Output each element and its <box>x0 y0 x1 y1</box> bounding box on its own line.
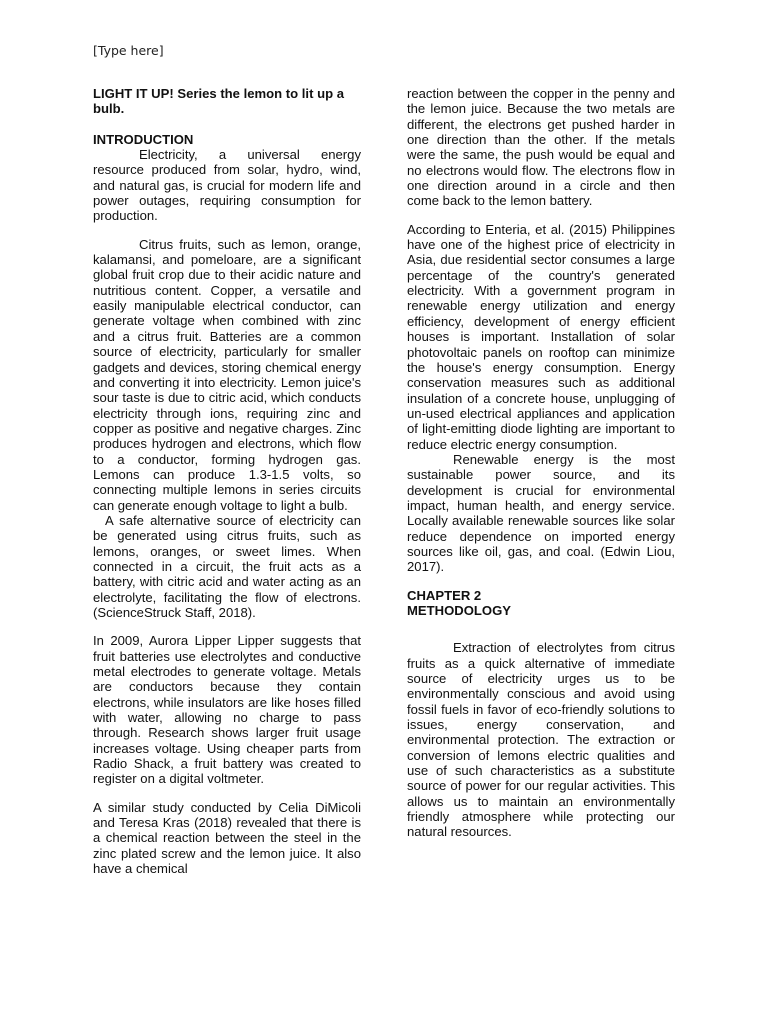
document-title: LIGHT IT UP! Series the lemon to lit up a bulb. <box>93 86 344 117</box>
methodology-heading: METHODOLOGY <box>407 603 512 618</box>
intro-paragraph-4: In 2009, Aurora Lipper Lipper suggests that fruit batteries use electrolytes and conductive metal electrodes to generate voltage. Metals are conductors because they contain electrons, while insulators are like hoses filled with water, allowing no charge to pass through. Research shows larger fruit usage increases voltage. Using cheaper parts from Radio Shack, a fruit battery was created to register on a digital voltmeter. <box>93 633 361 787</box>
intro-paragraph-5: A similar study conducted by Celia DiMicoli and Teresa Kras (2018) revealed that there is a chemical reaction between the steel in the zinc plated screw and the lemon juice. It also have a chemical <box>93 799 361 877</box>
chapter-heading: CHAPTER 2 <box>407 587 482 603</box>
page-header: [Type here] <box>93 43 164 58</box>
intro-paragraph-1: Electricity, a universal energy resource produced from solar, hydro, wind, and natural gas, is crucial for modern life and power outages, requiring consumption for production. <box>93 147 361 224</box>
intro-paragraph-2: Citrus fruits, such as lemon, orange, kalamansi, and pomeloare, are a significant global fruit crop due to their acidic nature and nutritious content. Copper, a versatile and easily manipulable electrical conductor, can generate voltage when combined with zinc and a citrus fruit. Batteries are a common source of electricity, particularly for smaller gadgets and devices, storing chemical energy and converting it into electricity. Lemon juice's sour taste is due to citric acid, which conducts electricity through ions, requiring zinc and copper as positive and negative charges. Zinc produces hydrogen and electrons, which flow to a conductor, forming hydrogen gas. Lemons can produce 1.3-1.5 volts, so connecting multiple lemons in series circuits can generate enough voltage to light a bulb. <box>93 236 361 513</box>
enteria-paragraph: According to Enteria, et al. (2015) Philippines have one of the highest price of electricity in Asia, due residential sector consumes a large percentage of the country's generated electricity. With a government program in renewable energy utilization and energy efficiency, development of energy efficient houses is important. Installation of solar photovoltaic panels on rooftop can minimize the house's energy consumption. Energy conservation measures such as additional insulation of a concrete house, unplugging of un-used electrical appliances and application of light-emitting diode lighting are important to reduce electric energy consumption. <box>407 221 675 452</box>
methodology-paragraph: Extraction of electrolytes from citrus fruits as a quick alternative of immediate source of electricity urges us to be environmentally conscious and avoid using fossil fuels in favor of eco-friendly solutions to issues, energy conservation, and environmental protection. The extraction or conversion of lemons electric qualities and use of such characteristics as a substitute source of power for our regular activities. This allows us to maintain an environmentally friendly atmosphere while protecting our natural resources. <box>407 640 675 840</box>
renewable-paragraph: Renewable energy is the most sustainable power source, and its development is crucial for environmental impact, human health, and energy service. Locally available renewable sources like solar reduce dependence on imported energy sources like oil, gas, and coal. (Edwin Liou, 2017). <box>407 451 675 575</box>
left-column <box>93 86 361 877</box>
right-column <box>407 86 675 840</box>
introduction-heading: INTRODUCTION <box>93 131 194 147</box>
intro-paragraph-3: A safe alternative source of electricity can be generated using citrus fruits, such as lemons, oranges, or sweet limes. When connected in a circuit, the fruit acts as a battery, with citric acid and water acting as an electrolyte, facilitating the flow of electrons. (ScienceStruck Staff, 2018). <box>93 512 361 620</box>
continued-paragraph: reaction between the copper in the penny and the lemon juice. Because the two metals are different, the electrons get pushed harder in one direction than the other. If the metals were the same, the push would be equal and no electrons would flow. The electrons flow in one direction around in a circle and then come back to the lemon battery. <box>407 86 675 209</box>
